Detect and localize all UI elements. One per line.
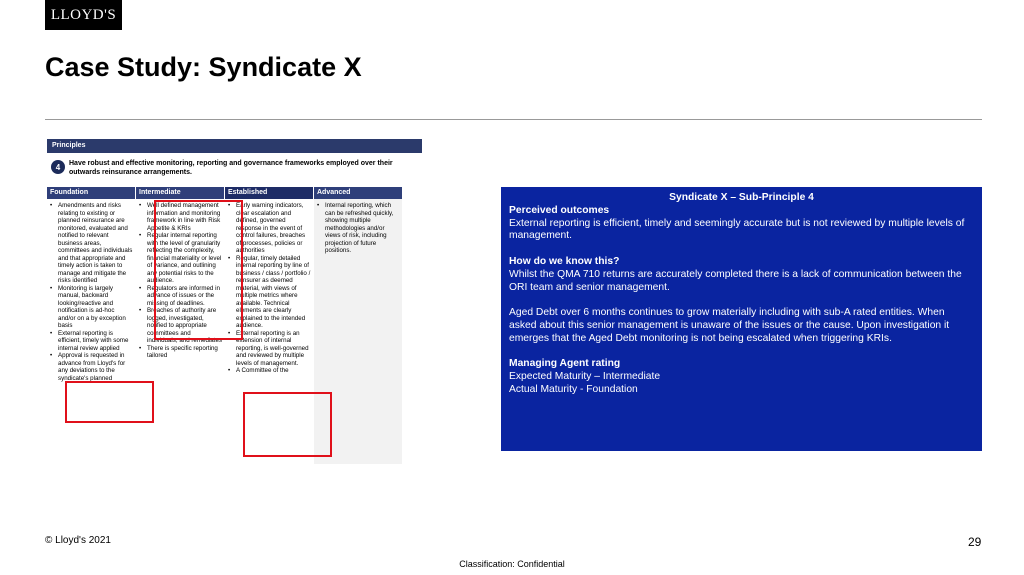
page-number: 29 bbox=[968, 535, 982, 549]
column-heading: Advanced bbox=[314, 187, 402, 199]
title-divider bbox=[45, 119, 982, 120]
panel-title: Syndicate X – Sub-Principle 4 bbox=[669, 192, 814, 203]
column-heading: Established bbox=[225, 187, 313, 199]
column-heading: Intermediate bbox=[136, 187, 224, 199]
list-item: • Internal reporting, which can be refreshed quickly, showing multiple methodologies and/or views of risk, including projection of future positions. bbox=[317, 202, 400, 255]
maturity-framework-table bbox=[47, 139, 422, 466]
list-item: • External reporting is efficient, timely with some internal review applied bbox=[50, 330, 133, 353]
page-title: Case Study: Syndicate X bbox=[45, 52, 362, 82]
highlight-box-foundation bbox=[65, 381, 154, 423]
how-do-we-know-heading: How do we know this? bbox=[509, 255, 620, 267]
list-item: • There is specific reporting tailored bbox=[139, 345, 222, 360]
list-item: • Approval is requested in advance from Lloyd's for any deviations to the syndicate's planned bbox=[50, 352, 133, 382]
principle-row bbox=[47, 153, 422, 187]
column-heading: Foundation bbox=[47, 187, 135, 199]
list-item: • External reporting is an extension of internal reporting, is well-governed and reviewed by multiple levels of management. bbox=[228, 330, 311, 368]
list-item: • Amendments and risks relating to existing or planned reinsurance are monitored, evaluated and notified to relevant business areas, committees and individuals and that appropriate and timely action is taken to manage and mitigate the risks identified bbox=[50, 202, 133, 285]
principle-number-badge: 4 bbox=[51, 160, 65, 174]
list-item: • Regular, timely detailed internal reporting by line of business / class / portfolio / reinsurer as deemed material, with views of multiple metrics where available. Technical elements are clearly explained to the intended audience. bbox=[228, 255, 311, 330]
actual-maturity: Actual Maturity - Foundation bbox=[509, 383, 638, 395]
list-item: • Monitoring is largely manual, backward looking/reactive and notification is ad-hoc and/or on a by exception basis bbox=[50, 285, 133, 330]
managing-agent-rating-heading: Managing Agent rating bbox=[509, 358, 621, 370]
classification-label: Classification: Confidential bbox=[459, 559, 565, 569]
principles-header: Principles bbox=[47, 139, 422, 153]
list-item: • Regular internal reporting with the level of granularity reflecting the complexity, financial materiality or level of variance, and outlining any potential risks to the audience. bbox=[139, 232, 222, 285]
perceived-outcomes-heading: Perceived outcomes bbox=[509, 204, 610, 216]
syndicate-assessment-panel bbox=[501, 187, 982, 451]
highlight-box-established bbox=[243, 392, 332, 457]
evidence-text-2: Aged Debt over 6 months continues to grow materially including with sub-A rated entities. When asked about this senior management is unaware of the issues or the cause. Upon investigation it emerges that the Aged Debt monitoring is not being escalated when triggering KRIs. bbox=[509, 307, 950, 344]
list-item: • A Committee of the bbox=[228, 367, 311, 375]
lloyds-logo: LLOYD'S bbox=[45, 0, 122, 30]
evidence-text-1: Whilst the QMA 710 returns are accurately completed there is a lack of communication between the ORI team and senior management. bbox=[509, 268, 962, 293]
list-item: • Early warning indicators, clear escalation and defined, governed response in the event of control failures, breaches of processes, policies or authorities bbox=[228, 202, 311, 255]
copyright: © Lloyd's 2021 bbox=[45, 535, 111, 546]
list-item: • Breaches of authority are logged, investigated, notified to appropriate committees and individuals, and remediates bbox=[139, 307, 222, 345]
principle-text: Have robust and effective monitoring, reporting and governance frameworks employed over their outwards reinsurance arrangements. bbox=[69, 160, 393, 176]
list-item: • Regulators are informed in advance of issues or the missing of deadlines. bbox=[139, 285, 222, 308]
expected-maturity: Expected Maturity – Intermediate bbox=[509, 371, 661, 383]
column-body bbox=[47, 199, 135, 464]
perceived-outcomes-text: External reporting is efficient, timely and seemingly accurate but is not reviewed by multiple levels of management. bbox=[509, 217, 965, 242]
highlight-box-intermediate bbox=[154, 200, 243, 340]
list-item: • Well defined management information and monitoring framework in line with Risk Appetite & KRIs bbox=[139, 202, 222, 232]
